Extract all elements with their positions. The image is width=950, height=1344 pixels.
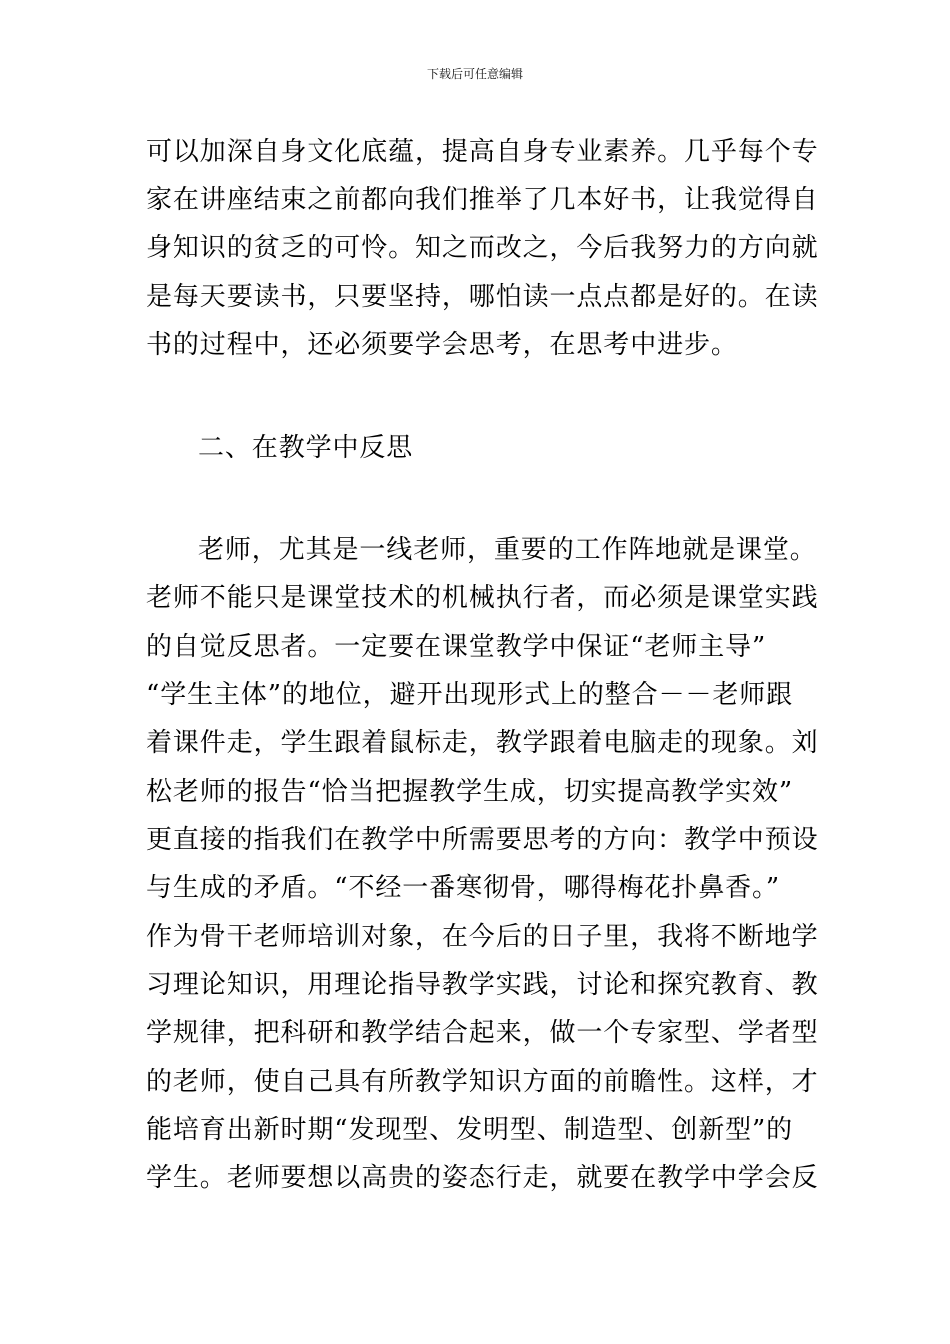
paragraph-1-line-3: 身知识的贫乏的可怜。知之而改之，今后我努力的方向就 [146,233,819,263]
paragraph-2-line-8: 与生成的矛盾。“不经一番寒彻骨，哪得梅花扑鼻香。” [146,873,781,903]
paragraph-2-line-14: 学生。老师要想以高贵的姿态行走，就要在教学中学会反 [146,1163,819,1193]
paragraph-2-line-9: 作为骨干老师培训对象，在今后的日子里，我将不断地学 [146,922,819,952]
section-heading: 二、在教学中反思 [198,433,414,463]
paragraph-2-line-10: 习理论知识，用理论指导教学实践，讨论和探究教育、教 [146,970,819,1000]
paragraph-1-line-5: 书的过程中，还必须要学会思考，在思考中进步。 [146,330,738,360]
paragraph-2-line-13: 能培育出新时期“发现型、发明型、制造型、创新型”的 [146,1115,794,1145]
header-note: 下载后可任意编辑 [426,67,523,81]
paragraph-1-line-2: 家在讲座结束之前都向我们推举了几本好书，让我觉得自 [146,185,819,215]
paragraph-1-line-1: 可以加深自身文化底蕴，提高自身专业素养。几乎每个专 [146,137,819,167]
paragraph-2-line-12: 的老师，使自己具有所教学知识方面的前瞻性。这样，才 [146,1067,819,1097]
paragraph-2-line-3: 的自觉反思者。一定要在课堂教学中保证“老师主导” [146,632,767,662]
paragraph-2-line-7: 更直接的指我们在教学中所需要思考的方向：教学中预设 [146,825,819,855]
paragraph-2-line-5: 着课件走，学生跟着鼠标走，教学跟着电脑走的现象。刘 [146,728,819,758]
paragraph-2-line-6: 松老师的报告“恰当把握教学生成，切实提高教学实效” [146,777,794,807]
paragraph-2-line-2: 老师不能只是课堂技术的机械执行者，而必须是课堂实践 [146,583,819,613]
paragraph-2-line-11: 学规律，把科研和教学结合起来，做一个专家型、学者型 [146,1018,819,1048]
paragraph-2-line-4: “学生主体”的地位，避开出现形式上的整合－－老师跟 [146,680,794,710]
paragraph-2-line-1: 老师，尤其是一线老师，重要的工作阵地就是课堂。 [198,535,817,565]
paragraph-1-line-4: 是每天要读书，只要坚持，哪怕读一点点都是好的。在读 [146,282,819,312]
